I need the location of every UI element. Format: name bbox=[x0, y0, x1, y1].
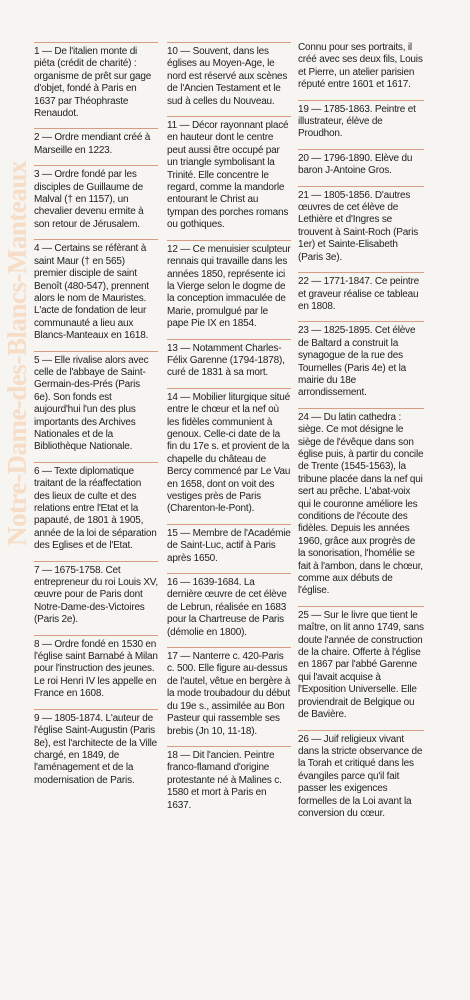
side-title: Notre-Dame-des-Blancs-Manteaux bbox=[2, 161, 32, 546]
note-text: 15 — Membre de l'Académie de Saint-Luc, actif à Paris après 1650. bbox=[167, 527, 291, 564]
note-text: 13 — Notamment Charles-Félix Garenne (1794-1878), curé de 1831 à sa mort. bbox=[167, 342, 285, 379]
note-text: 24 — Du latin cathedra : siège. Ce mot désigne le siège de l'évêque dans son église puis, à partir du concile de Trente (1545-1563), la tribune placée dans la nef qui sert au prêche. L'abat-voix qui le couronne améliore les conditions de l'écoute des fidèles. Depuis les années 1960, grâce aux progrès de la sonorisation, l'homélie se fait à l'ambon, dans le chœur, comme aux débuts de l'église. bbox=[298, 411, 424, 597]
note-12 bbox=[167, 240, 291, 331]
note-text: 14 — Mobilier liturgique situé entre le chœur et la nef où les fidèles communient à genoux. Celle-ci date de la fin du 17e s. et provient de la chapelle du château de Bercy commencé par Le Vau en 1658, dont on voit des vestiges près de Paris (Charenton-le-Pont). bbox=[167, 391, 291, 515]
note-7 bbox=[34, 561, 158, 627]
notes-column-1 bbox=[34, 42, 158, 795]
note-6 bbox=[34, 462, 158, 553]
note-9 bbox=[34, 709, 158, 787]
note-3 bbox=[34, 165, 158, 231]
note-text: 26 — Juif religieux vivant dans la stricte observance de la Torah et critiqué dans les évangiles parce qu'il fait passer les exigences formelles de la Loi avant la conversion du cœur. bbox=[298, 733, 423, 819]
note-text: 17 — Nanterre c. 420-Paris c. 500. Elle figure au-dessus de l'autel, vêtue en bergère à la mode troubadour du début du 19e s., assimilée au Bon Pasteur qui rassemble ses brebis (Jn 10, 11-18). bbox=[167, 651, 291, 737]
note-text: 2 — Ordre mendiant créé à Marseille en 1223. bbox=[34, 132, 151, 156]
note-5 bbox=[34, 351, 158, 454]
note-13 bbox=[167, 339, 291, 380]
note-19 bbox=[298, 100, 424, 141]
note-11 bbox=[167, 116, 291, 232]
note-text: 8 — Ordre fondé en 1530 en l'église saint Barnabé à Milan pour l'instruction des jeunes. Le roi Henri IV les appelle en France en 1608. bbox=[34, 638, 158, 700]
note-21 bbox=[298, 186, 424, 264]
note-8 bbox=[34, 635, 158, 701]
note-1 bbox=[34, 42, 158, 120]
note-25 bbox=[298, 606, 424, 722]
note-text: 20 — 1796-1890. Elève du baron J-Antoine Gros. bbox=[298, 152, 413, 177]
note-text: 1 — De l'italien monte di piéta (crédit de charité) : organisme de prêt sur gage d'objet, fondé à Paris en 1637 par Théophraste Renaudot. bbox=[34, 46, 152, 120]
note-text: 23 — 1825-1895. Cet élève de Baltard a construit la synagogue de la rue des Tournelles (Paris 4e) et la mairie du 18e arrondissement. bbox=[298, 325, 416, 399]
note-text: 7 — 1675-1758. Cet entrepreneur du roi Louis XV, œuvre pour de Paris dont Notre-Dame-des-Victoires (Paris 2e). bbox=[34, 564, 158, 626]
note-text: 16 — 1639-1684. La dernière œuvre de cet élève de Lebrun, réalisée en 1683 pour la Chartreuse de Paris (démolie en 1800). bbox=[167, 577, 287, 638]
note-text: 19 — 1785-1863. Peintre et illustrateur, élève de Proudhon. bbox=[298, 103, 416, 140]
note-17 bbox=[167, 647, 291, 738]
note-text: 12 — Ce menuisier sculpteur rennais qui travaille dans les années 1850, représente ici la Vierge selon le dogme de la conception immaculée de Marie, promulgué par le pape Pie IX en 1854. bbox=[167, 243, 291, 330]
note-text: 3 — Ordre fondé par les disciples de Guillaume de Malval († en 1157), un chevalier devenu ermite à son retour de Jérusalem. bbox=[34, 169, 144, 230]
note-24 bbox=[298, 408, 424, 598]
note-text: 21 — 1805-1856. D'autres œuvres de cet élève de Lethière et d'Ingres se trouvent à Saint-Roch (Paris 1er) et Sainte-Elisabeth (Paris 3e). bbox=[298, 189, 419, 263]
note-text: 9 — 1805-1874. L'auteur de l'église Saint-Augustin (Paris 8e), est l'architecte de la Ville chargé, en 1849, de l'aménagement et de la modernisation de Paris. bbox=[34, 712, 157, 786]
note-4 bbox=[34, 239, 158, 342]
note-16 bbox=[167, 573, 291, 639]
note-20 bbox=[298, 149, 424, 178]
notes-column-2 bbox=[167, 42, 291, 820]
note-22 bbox=[298, 272, 424, 313]
note-text: 25 — Sur le livre que tient le maître, on lit anno 1749, sans doute l'année de construction de la chaire. Offerte à l'église en 1867 par l'abbé Garenne qui l'avait acquise à l'Exposition Universelle. Elle proviendrait de Belgique ou de Bavière. bbox=[298, 609, 424, 721]
note-text: Connu pour ses portraits, il créé avec ses deux fils, Louis et Pierre, un atelier parisien réputé entre 1601 et 1617. bbox=[298, 42, 423, 91]
note-2 bbox=[34, 128, 158, 157]
note-text: 6 — Texte diplomatique traitant de la réaffectation des lieux de culte et des relations entre l'Etat et la papauté, de 1801 à 1905, année de la loi de séparation des Eglises et de l'Etat. bbox=[34, 465, 157, 552]
note-23 bbox=[298, 321, 424, 399]
note-14 bbox=[167, 388, 291, 516]
notes-column-3 bbox=[298, 42, 424, 828]
note-26 bbox=[298, 730, 424, 821]
note-text: 4 — Certains se réfèrant à saint Maur († en 565) premier disciple de saint Benoît (480-547), prennent alors le nom de Mauristes. L'acte de fondation de leur communauté a lieu aux Blancs-Manteaux en 1618. bbox=[34, 243, 149, 342]
note-18-continued bbox=[298, 42, 424, 92]
note-text: 18 — Dit l'ancien. Peintre franco-flamand d'origine protestante né à Malines c. 1580 et mort à Paris en 1637. bbox=[167, 749, 282, 811]
note-10 bbox=[167, 42, 291, 108]
note-text: 11 — Décor rayonnant placé en hauteur dont le centre peut aussi être occupé par un triangle symbolisant la Trinité. Elle concentre le regard, comme la mandorle entourant le Christ au tympan des porches romans ou gothiques. bbox=[167, 120, 289, 231]
note-text: 22 — 1771-1847. Ce peintre et graveur réalise ce tableau en 1808. bbox=[298, 276, 419, 312]
note-text: 5 — Elle rivalise alors avec celle de l'abbaye de Saint-Germain-des-Prés (Paris 6e). Son fonds est aujourd'hui l'un des plus importants des Archives Nationales et de la Bibliothèque Nationale. bbox=[34, 354, 149, 453]
note-15 bbox=[167, 524, 291, 565]
note-text: 10 — Souvent, dans les églises au Moyen-Age, le nord est réservé aux scènes de l'Ancien Testament et le sud à celles du Nouveau. bbox=[167, 46, 288, 107]
note-18 bbox=[167, 746, 291, 812]
